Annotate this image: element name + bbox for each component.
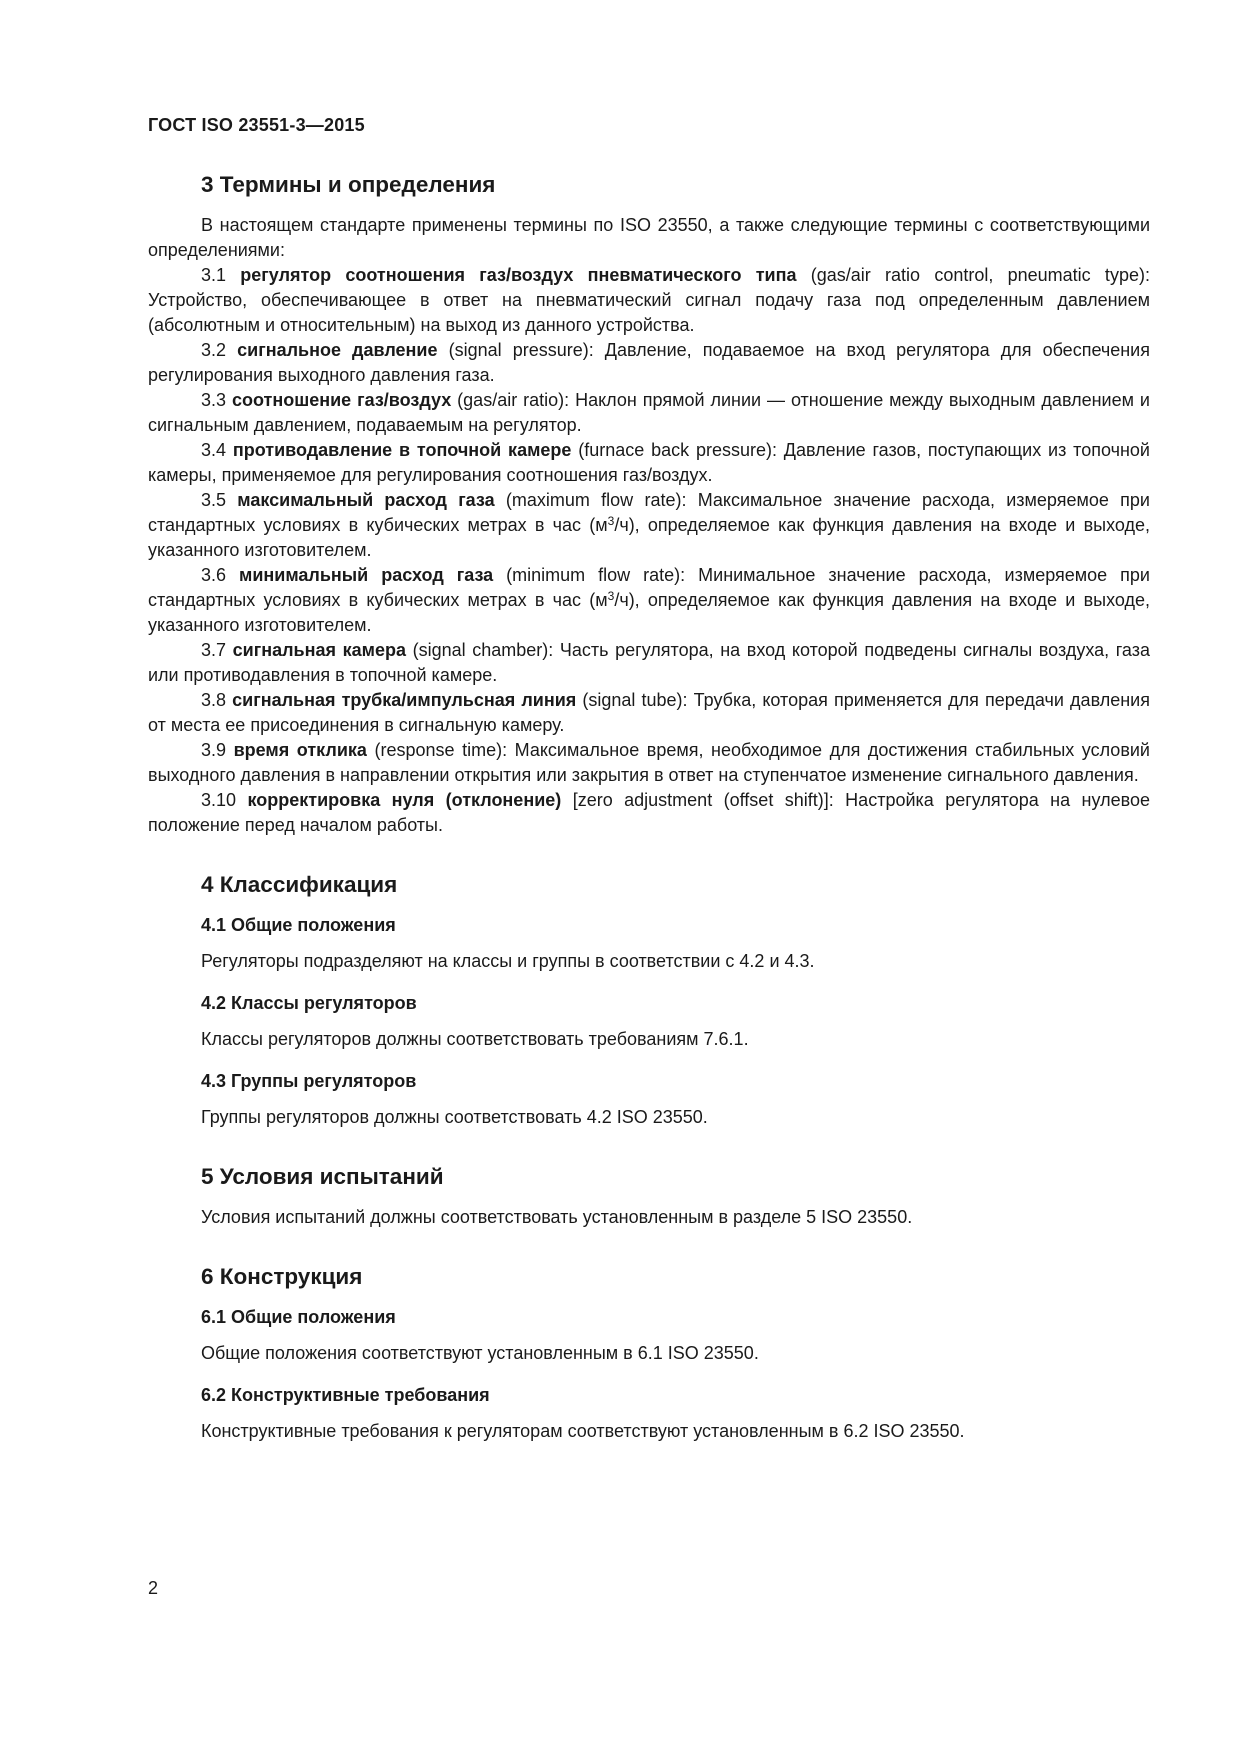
section-6-2-text: Конструктивные требования к регуляторам соответствуют установленным в 6.2 ISO 23550. [201,1421,965,1441]
unit-exponent: 3 [607,514,615,528]
term-name: максимальный расход газа [237,490,495,510]
term-definition: (signal pressure): Давление, подаваемое на вход регулятора для обеспечения регулирования выходного давления газа. [148,340,1150,385]
term-3-3: 3.3 соотношение газ/воздух (gas/air ratio): Наклон прямой линии — отношение между выходным давлением и сигнальным давлением, подаваемым на регулятор. [148,390,1150,435]
term-3-1: 3.1 регулятор соотношения газ/воздух пневматического типа (gas/air ratio control, pneumatic type): Устройство, обеспечивающее в ответ на пневматический сигнал подачу газа под определенным давлением (абсолютным и относительным) на выход из данного устройства. [148,265,1150,335]
section-4-1-title: 4.1 Общие положения [201,915,396,935]
section-4-1-text: Регуляторы подразделяют на классы и группы в соответствии с 4.2 и 4.3. [201,951,815,971]
term-definition: [zero adjustment (offset shift)]: Настройка регулятора на нулевое положение перед началом работы. [148,790,1150,835]
term-3-6: 3.6 минимальный расход газа (minimum flow rate): Минимальное значение расхода, измеряемое при стандартных условиях в кубических метрах в час $(м^3/ч)$, определяемое как функция давления на входе и выходе, указанного изготовителем. [148,565,1151,635]
section-3-intro: В настоящем стандарте применены термины по ISO 23550, а также следующие термины с соответствующими определениями: [148,215,1150,260]
term-3-4: 3.4 противодавление в топочной камере (furnace back pressure): Давление газов, поступающих из топочной камеры, применяемое для регулирования соотношения газ/воздух. [148,440,1150,485]
section-6-2-title: 6.2 Конструктивные требования [201,1385,490,1405]
term-name: сигнальная камера [232,640,406,660]
term-definition: (gas/air ratio): Наклон прямой линии — отношение между выходным давлением и сигнальным давлением, подаваемым на регулятор. [148,390,1150,435]
section-6-1-title: 6.1 Общие положения [201,1307,396,1327]
section-4-3-title: 4.3 Группы регуляторов [201,1071,417,1091]
term-definition: (maximum flow rate): Максимальное значение расхода, измеряемое при стандартных условиях в кубических метрах в час (м [148,490,1150,535]
term-definition: (response time): Максимальное время, необходимое для достижения стабильных условий выходного давления в направлении открытия или закрытия в ответ на ступенчатое изменение сигнального давления. [148,740,1150,785]
term-3-8: 3.8 сигнальная трубка/импульсная линия (signal tube): Трубка, которая применяется для передачи давления от места ее присоединения в сигнальную камеру. [148,690,1150,735]
section-3-title: 3 Термины и определения [201,172,496,197]
document-body [148,170,1150,1444]
document-page [148,0,1150,1754]
term-definition: (furnace back pressure): Давление газов, поступающих из топочной камеры, применяемое для регулирования соотношения газ/воздух. [148,440,1150,485]
term-name: сигнальная трубка/импульсная линия [232,690,577,710]
term-name: регулятор соотношения газ/воздух пневматического типа [240,265,797,285]
term-name: минимальный расход газа [239,565,494,585]
term-name: сигнальное давление [237,340,438,360]
section-5-text: Условия испытаний должны соответствовать установленным в разделе 5 ISO 23550. [201,1207,913,1227]
section-4-3-text: Группы регуляторов должны соответствовать 4.2 ISO 23550. [201,1107,708,1127]
section-4-2-title: 4.2 Классы регуляторов [201,993,417,1013]
section-5-title: 5 Условия испытаний [201,1164,444,1189]
term-name: противодавление в топочной камере [232,440,572,460]
section-6-title: 6 Конструкция [201,1264,363,1289]
unit-exponent: 3 [607,589,615,603]
term-name: соотношение газ/воздух [231,390,452,410]
document-code-header: ГОСТ ISO 23551-3—2015 [148,115,365,135]
term-definition: (gas/air ratio control, pneumatic type): Устройство, обеспечивающее в ответ на пневматический сигнал подачу газа под определенным давлением (абсолютным и относительным) на выход из данного устройства. [148,265,1150,335]
term-name: корректировка нуля (отклонение) [247,790,562,810]
section-6-1-text: Общие положения соответствуют установленным в 6.1 ISO 23550. [201,1343,759,1363]
term-definition: (signal tube): Трубка, которая применяется для передачи давления от места ее присоединения в сигнальную камеру. [148,690,1150,735]
page-number: 2 [148,1578,159,1598]
term-3-10: 3.10 корректировка нуля (отклонение) [zero adjustment (offset shift)]: Настройка регулятора на нулевое положение перед началом работы. [148,790,1150,835]
term-3-5: 3.5 максимальный расход газа (maximum flow rate): Максимальное значение расхода, измеряемое при стандартных условиях в кубических метрах в час $(м^3/ч)$, определяемое как функция давления на входе и выходе, указанного изготовителем. [148,490,1151,560]
section-4-title: 4 Классификация [201,872,398,897]
term-3-2: 3.2 сигнальное давление (signal pressure): Давление, подаваемое на вход регулятора для обеспечения регулирования выходного давления газа. [148,340,1150,385]
term-definition: (minimum flow rate): Минимальное значение расхода, измеряемое при стандартных условиях в кубических метрах в час (м [148,565,1150,610]
term-3-9: 3.9 время отклика (response time): Максимальное время, необходимое для достижения стабильных условий выходного давления в направлении открытия или закрытия в ответ на ступенчатое изменение сигнального давления. [148,740,1150,785]
term-3-7: 3.7 сигнальная камера (signal chamber): Часть регулятора, на вход которой подведены сигналы воздуха, газа или противодавления в топочной камере. [148,640,1150,685]
section-4-2-text: Классы регуляторов должны соответствовать требованиям 7.6.1. [201,1029,749,1049]
term-definition: (signal chamber): Часть регулятора, на вход которой подведены сигналы воздуха, газа или противодавления в топочной камере. [148,640,1150,685]
term-name: время отклика [233,740,367,760]
